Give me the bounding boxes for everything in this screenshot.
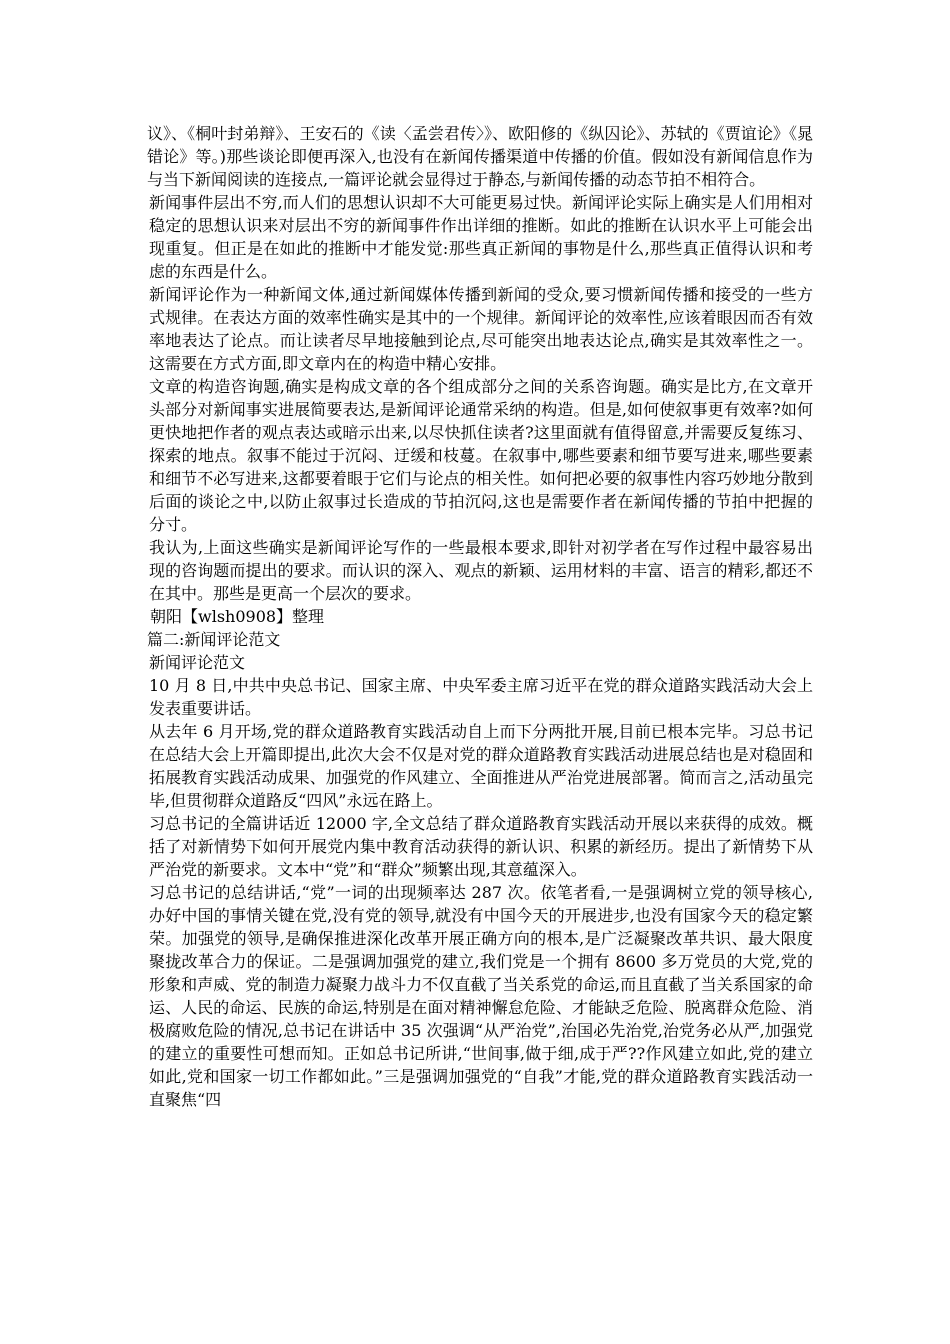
paragraph-speech-intro: 10 月 8 日,中共中央总书记、国家主席、中央军委主席习近平在党的群众道路实践活动大会上发表重要讲话。	[149, 676, 813, 718]
paragraph-efficiency: 新闻评论作为一种新闻文体,通过新闻媒体传播到新闻的受众,要习惯新闻传播和接受的一些方式规律。在表达方面的效率性确实是其中的一个规律。新闻评论的效率性,应该着眼因而否有效率地表达了论点。而让读者尽早地接触到论点,尽可能突出地表达论点,确实是其效率性之一。这需要在方式方面,即文章内在的构造中精心安排。	[149, 285, 813, 373]
paragraph-campaign: 从去年 6 月开场,党的群众道路教育实践活动自上而下分两批开展,目前已根本完毕。习总书记在总结大会上开篇即提出,此次大会不仅是对党的群众道路教育实践活动进展总结也是对稳固和拓展教育实践活动成果、加强党的作风建立、全面推进从严治党进展部署。简而言之,活动虽完毕,但贯彻群众道路反“四风”永远在路上。	[149, 722, 813, 810]
paragraph-speech-summary: 习总书记的全篇讲话近 12000 字,全文总结了群众道路教育实践活动开展以来获得的成效。概括了对新情势下如何开展党内集中教育活动获得的新认识、积累的新经历。提出了新情势下从严治党的新要求。文本中“党”和“群众”频繁出现,其意蕴深入。	[149, 814, 813, 879]
paragraph-credit: 朝阳【wlsh0908】整理	[150, 607, 325, 626]
article-title: 新闻评论范文	[149, 653, 246, 672]
paragraph-requirements: 我认为,上面这些确实是新闻评论写作的一些最根本要求,即针对初学者在写作过程中最容易出现的咨询题而提出的要求。而认识的深入、观点的新颖、运用材料的丰富、语言的精彩,都还不在其中。那些是更高一个层次的要求。	[149, 538, 813, 603]
paragraph-news-events: 新闻事件层出不穷,而人们的思想认识却不大可能更易过快。新闻评论实际上确实是人们用相对稳定的思想认识来对层出不穷的新闻事件作出详细的推断。如此的推断在认识水平上可能会出现重复。但正是在如此的推断中才能发觉:那些真正新闻的事物是什么,那些真正值得认识和考虑的东西是什么。	[149, 193, 813, 281]
section-heading: 篇二:新闻评论范文	[147, 630, 281, 649]
paragraph-classical-essays: 议》、《桐叶封弟辩》、王安石的《读〈孟尝君传〉》、欧阳修的《纵囚论》、苏轼的《贾谊论》《晁错论》等。)那些谈论即便再深入,也没有在新闻传播渠道中传播的价值。假如没有新闻信息作为与当下新闻阅读的连接点,一篇评论就会显得过于静态,与新闻传播的动态节拍不相符合。	[147, 124, 813, 189]
paragraph-structure: 文章的构造咨询题,确实是构成文章的各个组成部分之间的关系咨询题。确实是比方,在文章开头部分对新闻事实进展简要表达,是新闻评论通常采纳的构造。但是,如何使叙事更有效率?如何更快地把作者的观点表达或暗示出来,以尽快抓住读者?这里面就有值得留意,并需要反复练习、探索的地点。叙事不能过于沉闷、迂缓和枝蔓。在叙事中,哪些要素和细节要写进来,哪些要素和细节不必写进来,这都要着眼于它们与论点的相关性。如何把必要的叙事性内容巧妙地分散到后面的谈论之中,以防止叙事过长造成的节拍沉闷,这也是需要作者在新闻传播的节拍中把握的分寸。	[149, 377, 813, 534]
document-body	[147, 122, 813, 1111]
paragraph-party-analysis: 习总书记的总结讲话,“党”一词的出现频率达 287 次。依笔者看,一是强调树立党的领导核心,办好中国的事情关键在党,没有党的领导,就没有中国今天的开展进步,也没有国家今天的稳定繁荣。加强党的领导,是确保推进深化改革开展正确方向的根本,是广泛凝聚改革共识、最大限度聚拢改革合力的保证。二是强调加强党的建立,我们党是一个拥有 8600 多万党员的大党,党的形象和声威、党的制造力凝聚力战斗力不仅直截了当关系党的命运,而且直截了当关系国家的命运、人民的命运、民族的命运,特别是在面对精神懈怠危险、才能缺乏危险、脱离群众危险、消极腐败危险的情况,总书记在讲话中 35 次强调“从严治党”,治国必先治党,治党务必从严,加强党的建立的重要性可想而知。正如总书记所讲,“世间事,做于细,成于严??作风建立如此,党的建立如此,党和国家一切工作都如此。”三是强调加强党的“自我”才能,党的群众道路教育实践活动一直聚焦“四	[149, 883, 813, 1109]
